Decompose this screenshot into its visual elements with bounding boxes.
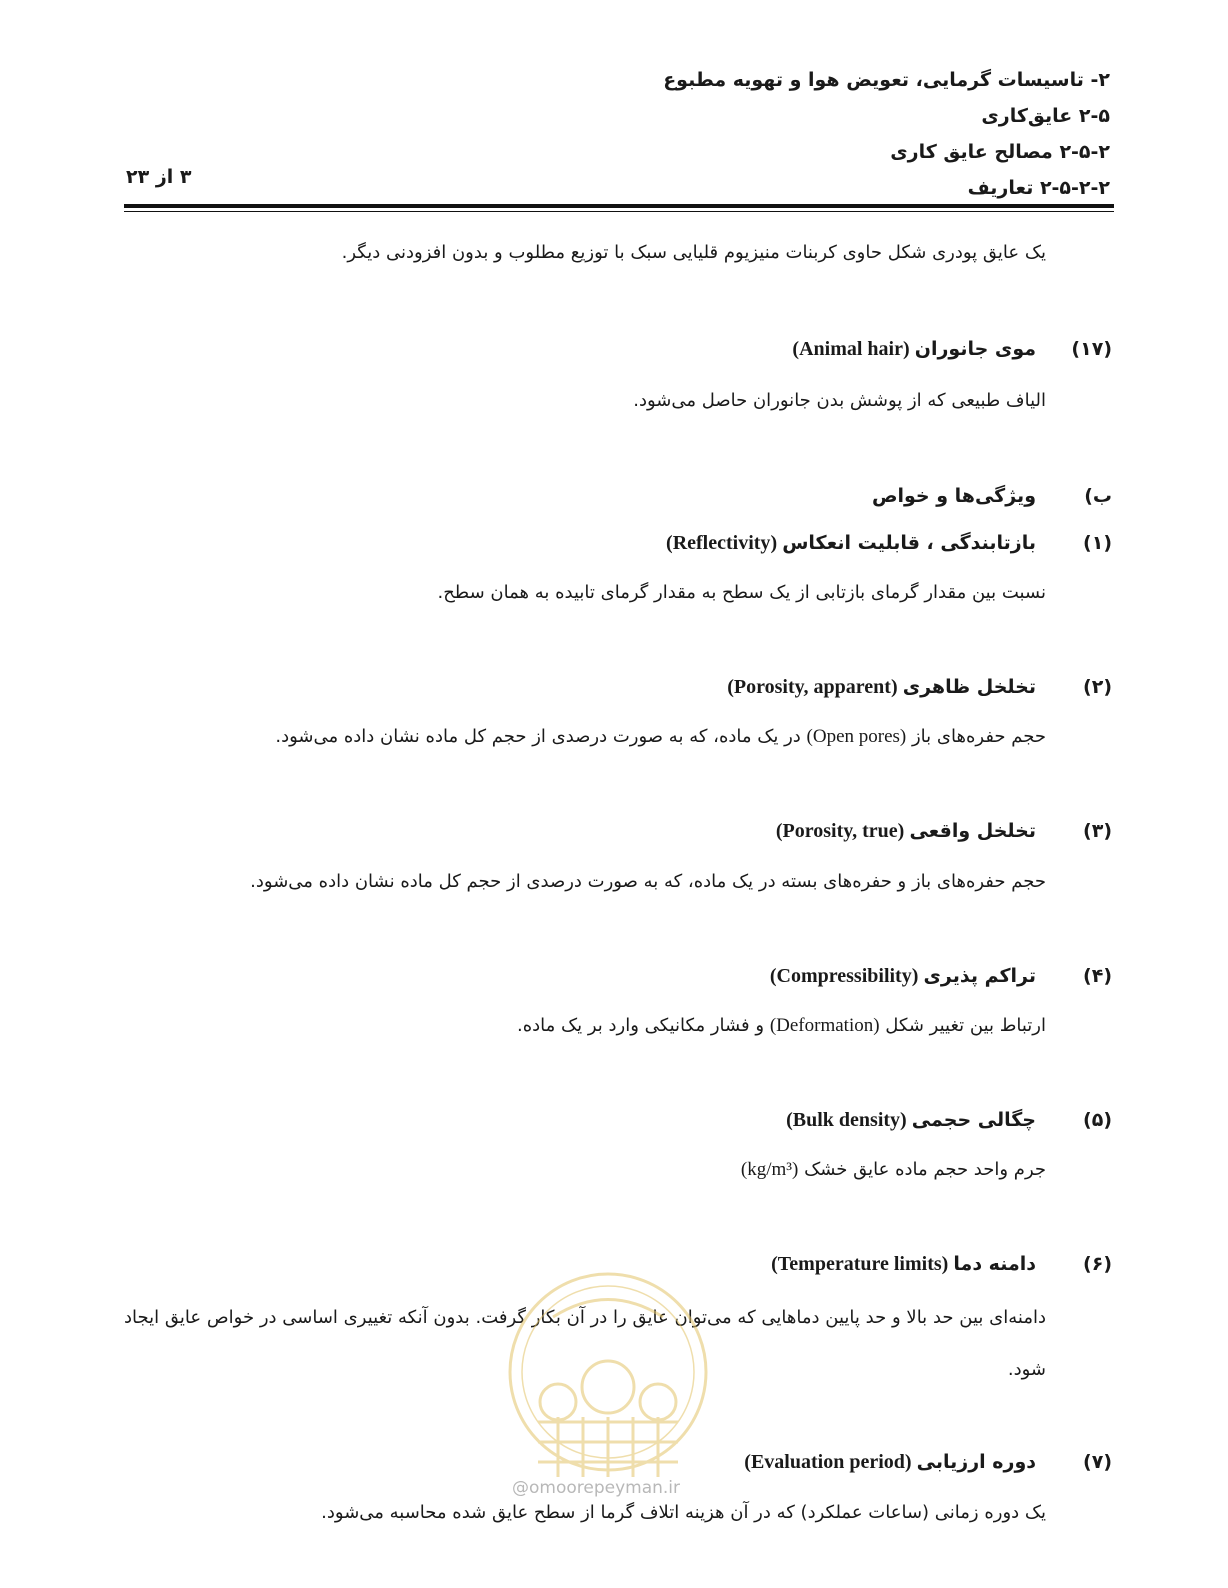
item-title-fa: تخلخل واقعی bbox=[909, 820, 1036, 842]
header-subsubsection: ۲-۵-۲-۲ تعاریف bbox=[967, 177, 1110, 199]
item-title-en: (Porosity, apparent) bbox=[727, 676, 898, 698]
header-chapter: ۲- تاسیسات گرمایی، تعویض هوا و تهویه مطبوع bbox=[663, 69, 1110, 91]
item-1-definition: نسبت بین مقدار گرمای بازتابی از یک سطح به مقدار گرمای تابیده به همان سطح. bbox=[437, 582, 1046, 603]
header-divider bbox=[124, 204, 1114, 208]
section-b-heading bbox=[872, 485, 1112, 507]
item-title-fa: بازتابندگی ، قابلیت انعکاس bbox=[782, 532, 1036, 554]
item-title-en: (Reflectivity) bbox=[666, 532, 778, 554]
item-title-en: (Porosity, true) bbox=[775, 820, 905, 842]
item-5-heading bbox=[786, 1109, 1112, 1132]
item-number: (۶) bbox=[1083, 1253, 1112, 1275]
item-1-heading bbox=[666, 532, 1112, 555]
item-4-definition bbox=[517, 1015, 1046, 1037]
header-subsection: ۲-۵-۲ مصالح عایق کاری bbox=[890, 141, 1110, 163]
item-number: (۲) bbox=[1083, 676, 1112, 698]
definition-english-term: (Deformation) bbox=[769, 1015, 880, 1036]
item-title-fa: دوره ارزیابی bbox=[916, 1451, 1036, 1473]
definition-text: ارتباط بین تغییر شکل bbox=[885, 1015, 1046, 1036]
watermark-logo bbox=[498, 1262, 718, 1502]
item-title-fa: تخلخل ظاهری bbox=[902, 676, 1036, 698]
item-2-heading bbox=[727, 676, 1112, 699]
watermark-url: @omoorepeyman.ir bbox=[512, 1478, 681, 1498]
item-number: (۴) bbox=[1083, 965, 1112, 987]
item-title-fa: دامنه دما bbox=[953, 1253, 1036, 1275]
item-17-definition: الیاف طبیعی که از پوشش بدن جانوران حاصل می‌شود. bbox=[633, 390, 1046, 411]
item-number: (۳) bbox=[1083, 820, 1112, 842]
item-3-heading bbox=[776, 820, 1112, 843]
item-2-definition bbox=[275, 726, 1046, 748]
document-header bbox=[663, 62, 1110, 206]
item-title-en: (Evaluation period) bbox=[744, 1451, 912, 1473]
item-7-heading bbox=[744, 1451, 1112, 1474]
item-4-heading bbox=[770, 965, 1112, 988]
item-title-en: (Compressibility) bbox=[769, 965, 919, 987]
definition-text: در یک ماده، که به صورت درصدی از حجم کل ماده نشان داده می‌شود. bbox=[275, 726, 801, 747]
definition-english-term: (Open pores) bbox=[806, 726, 907, 747]
definition-text: و فشار مکانیکی وارد بر یک ماده. bbox=[517, 1015, 765, 1036]
header-section: ۲-۵ عایق‌کاری bbox=[981, 105, 1110, 127]
item-title-en: (Animal hair) bbox=[792, 338, 910, 360]
item-title-fa: تراکم پذیری bbox=[923, 965, 1036, 987]
item-5-definition bbox=[741, 1159, 1046, 1181]
item-number: (۱) bbox=[1083, 532, 1112, 554]
item-17-heading bbox=[792, 338, 1112, 361]
definition-text: جرم واحد حجم ماده عایق خشک bbox=[804, 1159, 1046, 1180]
item-number: (۵) bbox=[1083, 1109, 1112, 1131]
item-title-en: (Temperature limits) bbox=[771, 1253, 949, 1275]
item-title-fa: موی جانوران bbox=[914, 338, 1036, 360]
item-3-definition: حجم حفره‌های باز و حفره‌های بسته در یک ماده، که به صورت درصدی از حجم کل ماده نشان داده می‌شود. bbox=[250, 871, 1046, 892]
section-letter: ب) bbox=[1084, 485, 1112, 507]
section-title: ویژگی‌ها و خواص bbox=[871, 485, 1036, 507]
item-6-definition: دامنه‌ای بین حد بالا و حد پایین دماهایی که می‌توان عایق را در آن بکار گرفت. بدون آنکه تغییری اساسی در خواص عایق ایجاد شود. bbox=[124, 1307, 1046, 1380]
definition-text: حجم حفره‌های باز bbox=[911, 726, 1046, 747]
item-7-definition: یک دوره زمانی (ساعات عملکرد) که در آن هزینه اتلاف گرما از سطح عایق شده محاسبه می‌شود. bbox=[321, 1502, 1046, 1523]
item-number: (۱۷) bbox=[1071, 338, 1112, 360]
item-title-fa: چگالی حجمی bbox=[911, 1109, 1036, 1131]
header-divider-thin bbox=[124, 211, 1114, 212]
item-title-en: (Bulk density) bbox=[786, 1109, 907, 1131]
intro-paragraph: یک عایق پودری شکل حاوی کربنات منیزیوم قلیایی سبک با توزیع مطلوب و بدون افزودنی دیگر. bbox=[341, 242, 1046, 263]
item-number: (۷) bbox=[1083, 1451, 1112, 1473]
definition-unit: (kg/m³) bbox=[740, 1159, 799, 1180]
page-number: ۳ از ۲۳ bbox=[126, 166, 192, 188]
item-6-heading bbox=[771, 1253, 1112, 1276]
